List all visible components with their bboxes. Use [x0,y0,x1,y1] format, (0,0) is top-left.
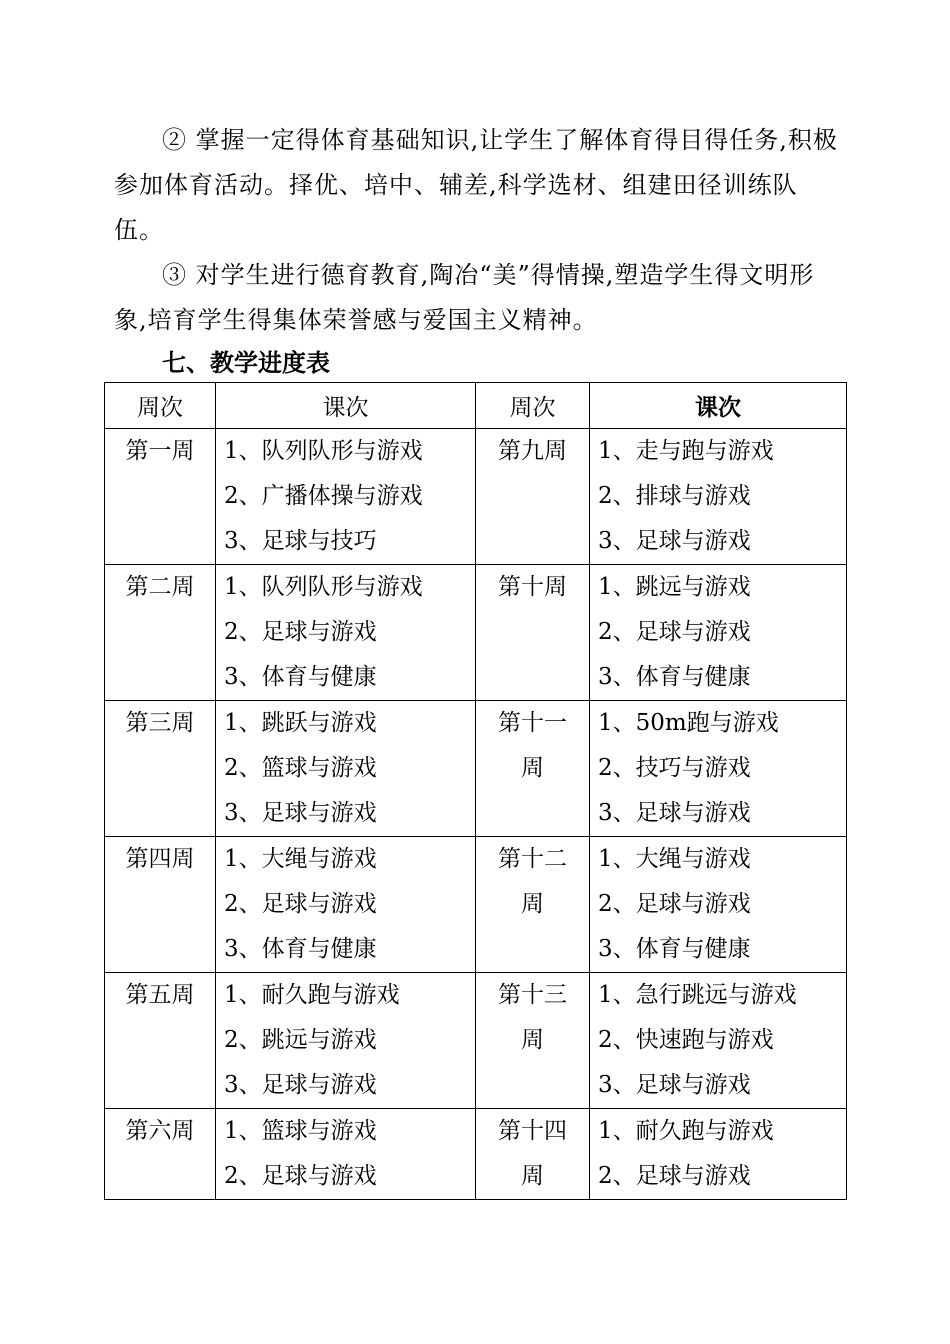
week-label-line: 第十二 [498,846,567,872]
week-label-line: 第十三 [498,982,567,1008]
objective-paragraph-3: ③ 对学生进行德育教育,陶冶“美”得情操,塑造学生得文明形象,培育学生得集体荣誉感与爱国主义精神。 [114,261,815,334]
lesson-item: 1、队列队形与游戏 [224,438,423,464]
header-week-left: 周次 [105,383,216,429]
week-label-line: 第四周 [125,846,195,872]
lessons-cell-right [590,837,847,973]
week-label-line: 周 [521,891,544,917]
table-row [105,429,847,565]
lesson-item: 3、足球与游戏 [598,800,751,826]
table-row [105,1109,847,1200]
lesson-item: 1、大绳与游戏 [598,846,751,872]
lessons-cell-left [216,837,476,973]
objective-paragraph-2: ② 掌握一定得体育基础知识,让学生了解体育得目得任务,积极参加体育活动。择优、培中、辅差,科学选材、组建田径训练队伍。 [114,126,838,244]
lesson-item: 2、足球与游戏 [598,619,751,645]
lesson-item: 2、广播体操与游戏 [224,483,423,509]
table-body [105,429,847,1200]
week-label-line: 第三周 [125,710,195,736]
lesson-item: 3、足球与技巧 [224,528,377,554]
week-label-line: 周 [521,755,544,781]
lesson-item: 2、排球与游戏 [598,483,751,509]
week-label-line: 第十四 [498,1118,567,1144]
lesson-item: 3、体育与健康 [598,664,751,690]
week-cell-right [476,701,590,837]
lessons-cell-left [216,1109,476,1200]
lesson-item: 2、篮球与游戏 [224,755,377,781]
lessons-cell-right [590,1109,847,1200]
lessons-cell-right [590,973,847,1109]
lesson-item: 3、足球与游戏 [598,1072,751,1098]
week-cell-left [105,1109,216,1200]
week-label-line: 第五周 [125,982,195,1008]
week-label-line: 周 [521,1163,544,1189]
week-cell-right [476,837,590,973]
week-label-line: 第二周 [125,574,195,600]
lessons-cell-left [216,701,476,837]
lesson-item: 2、足球与游戏 [598,1163,751,1189]
lesson-item: 1、队列队形与游戏 [224,574,423,600]
lesson-item: 2、跳远与游戏 [224,1027,377,1053]
lesson-item: 1、耐久跑与游戏 [598,1118,774,1144]
lesson-item: 2、快速跑与游戏 [598,1027,774,1053]
table-row [105,973,847,1109]
week-label-line: 第一周 [125,438,195,464]
header-lessons-right: 课次 [590,383,847,429]
lessons-cell-left [216,565,476,701]
week-label-line: 周 [521,1027,544,1053]
lesson-item: 2、足球与游戏 [224,1163,377,1189]
table-row [105,837,847,973]
lesson-item: 3、足球与游戏 [224,1072,377,1098]
lessons-cell-right [590,701,847,837]
lesson-item: 3、体育与健康 [598,936,751,962]
header-week-right: 周次 [476,383,590,429]
week-cell-left [105,973,216,1109]
lessons-cell-left [216,973,476,1109]
week-cell-left [105,701,216,837]
week-label-line: 第十周 [498,574,567,600]
lesson-item: 1、篮球与游戏 [224,1118,377,1144]
week-label-line: 第六周 [125,1118,195,1144]
table-header-row [105,383,847,429]
header-lessons-left: 课次 [216,383,476,429]
week-cell-left [105,565,216,701]
lessons-cell-right [590,565,847,701]
lesson-item: 2、足球与游戏 [598,891,751,917]
lesson-item: 3、足球与游戏 [598,528,751,554]
lesson-item: 1、走与跑与游戏 [598,438,774,464]
section-heading: 七、教学进度表 [162,349,330,377]
week-cell-right [476,565,590,701]
lesson-item: 3、足球与游戏 [224,800,377,826]
lessons-cell-left [216,429,476,565]
week-cell-right [476,973,590,1109]
week-cell-left [105,837,216,973]
week-label-line: 第九周 [498,438,567,464]
lesson-item: 3、体育与健康 [224,664,377,690]
table-row [105,701,847,837]
lesson-item: 1、跳远与游戏 [598,574,751,600]
week-cell-right [476,429,590,565]
week-label-line: 第十一 [498,710,567,736]
lesson-item: 1、跳跃与游戏 [224,710,377,736]
table-row [105,565,847,701]
week-cell-left [105,429,216,565]
lessons-cell-right [590,429,847,565]
lesson-item: 2、足球与游戏 [224,619,377,645]
lesson-item: 1、大绳与游戏 [224,846,377,872]
lesson-item: 1、耐久跑与游戏 [224,982,400,1008]
teaching-schedule-table [104,382,847,1200]
week-cell-right [476,1109,590,1200]
lesson-item: 2、技巧与游戏 [598,755,751,781]
lesson-item: 3、体育与健康 [224,936,377,962]
lesson-item: 2、足球与游戏 [224,891,377,917]
lesson-item: 1、50m跑与游戏 [598,710,779,736]
lesson-item: 1、急行跳远与游戏 [598,982,797,1008]
